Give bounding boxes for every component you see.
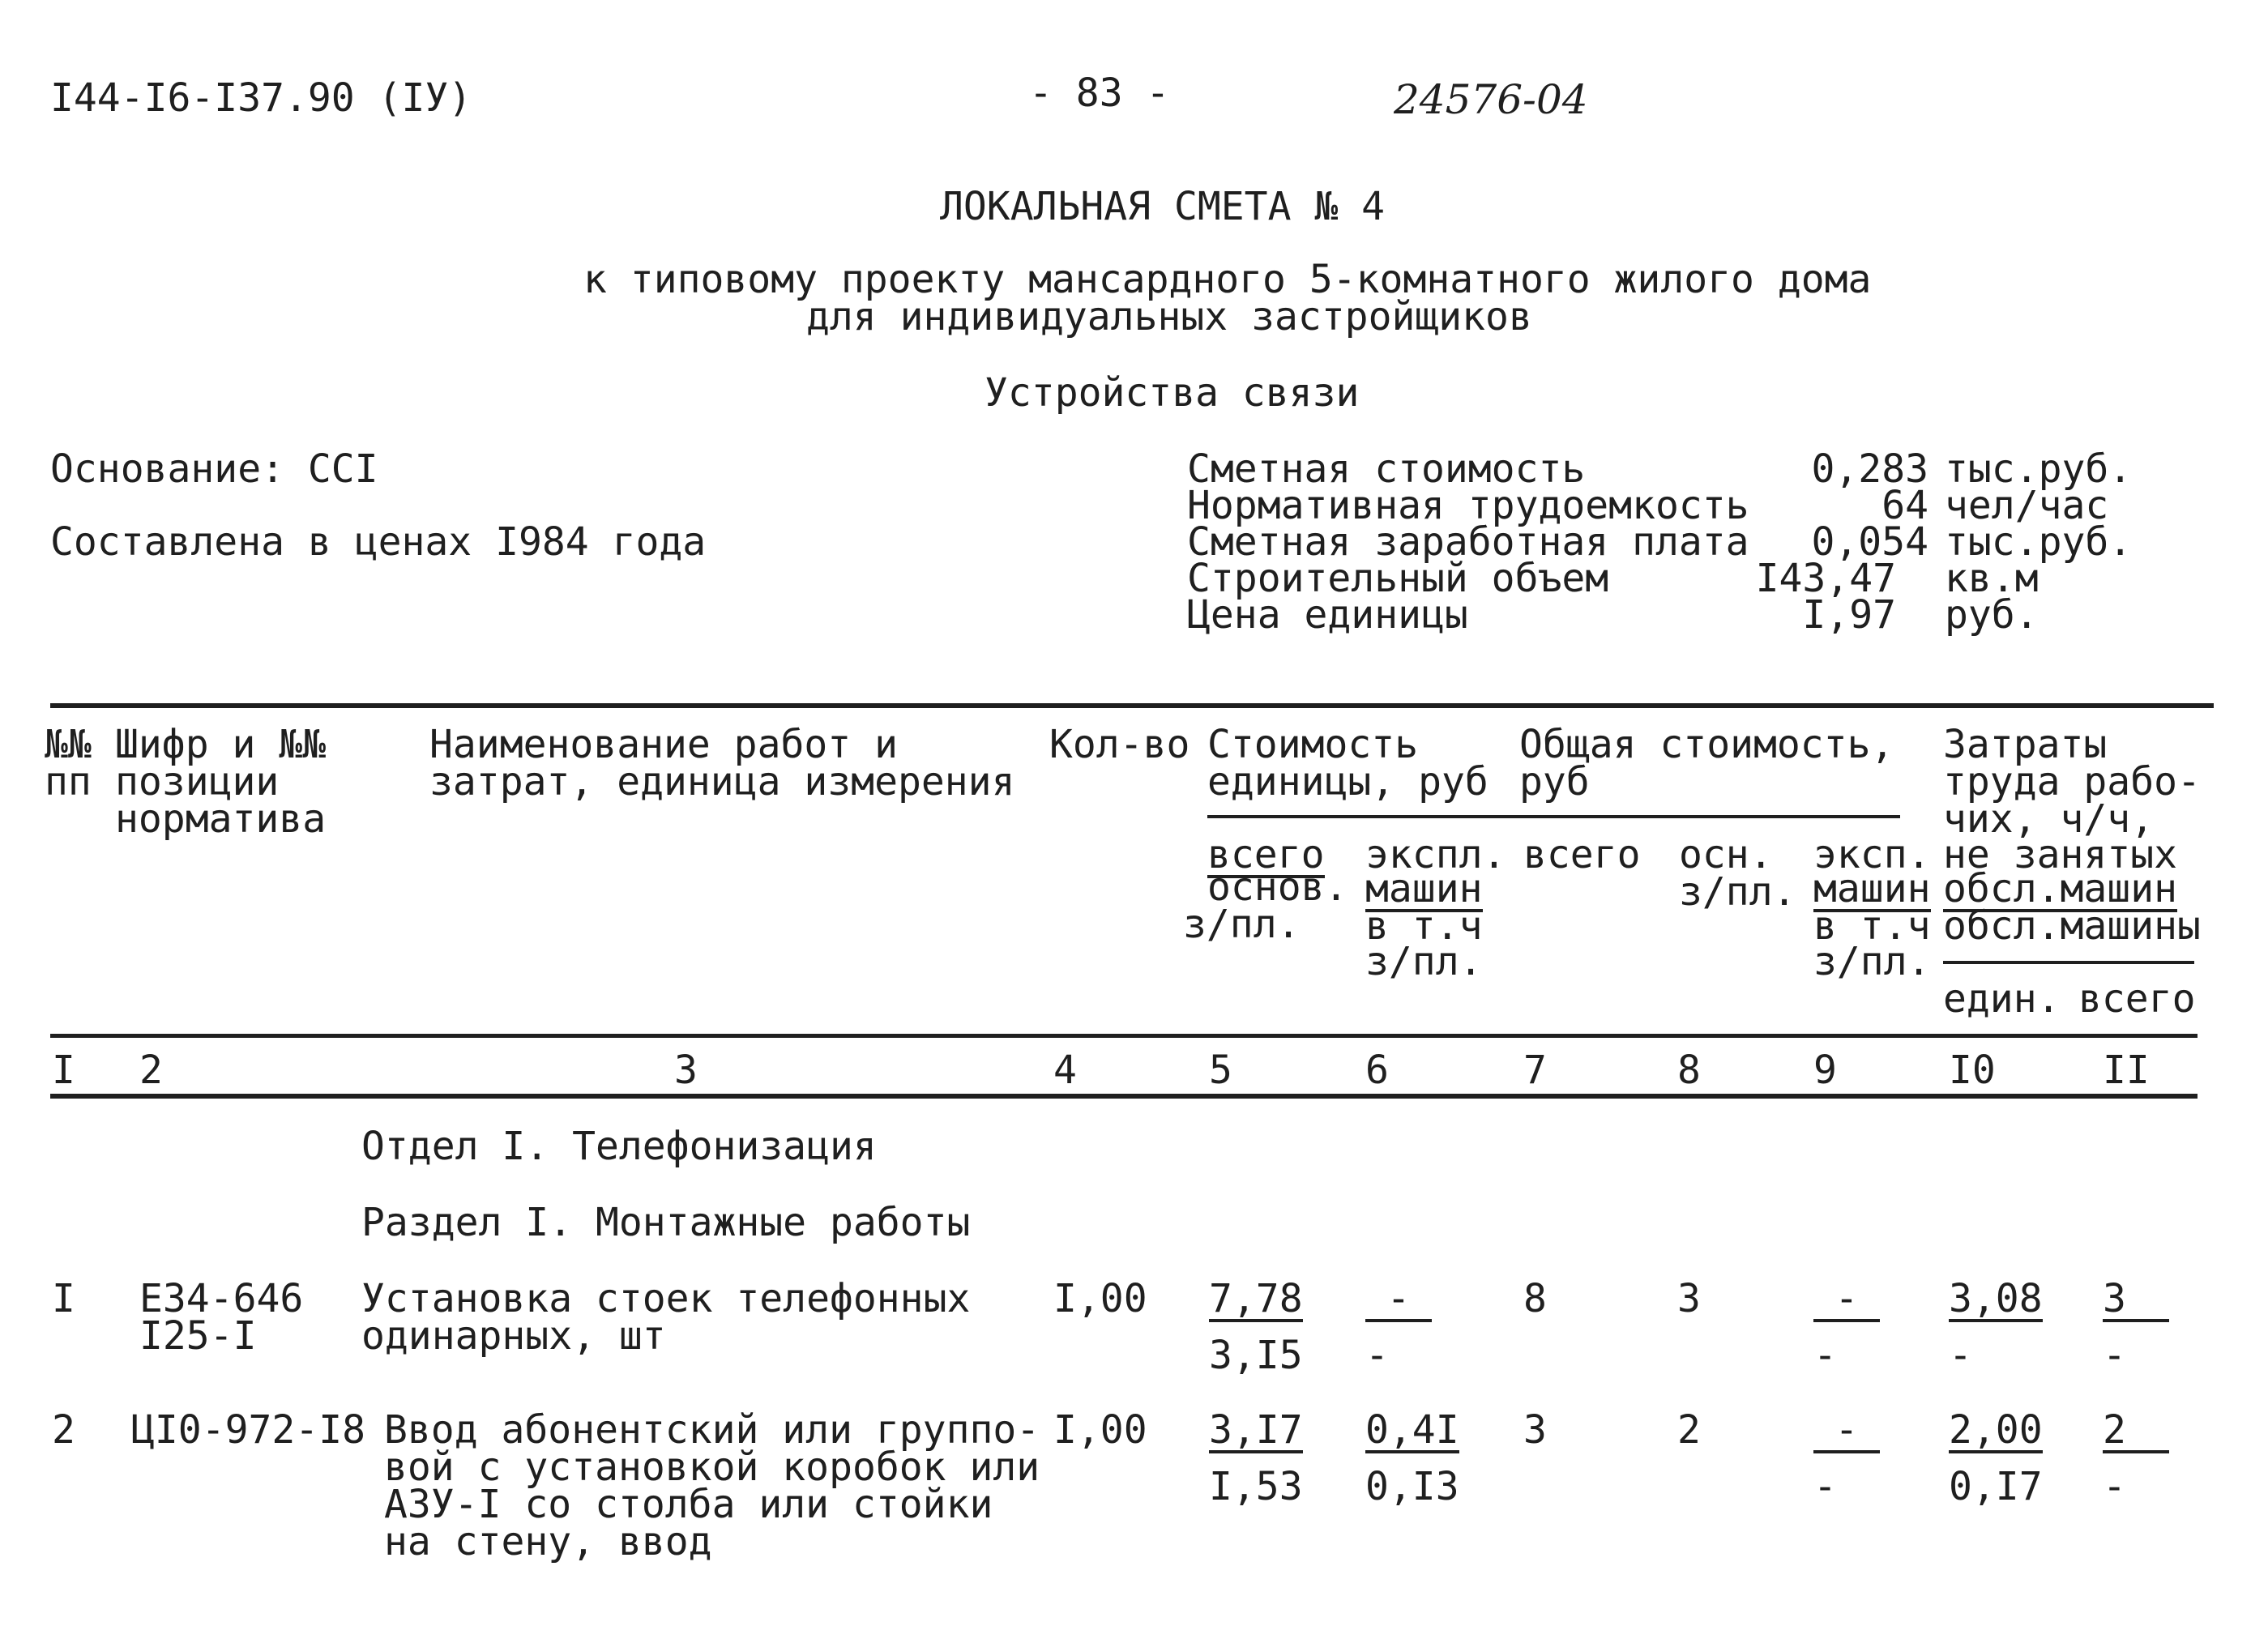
header-c9-bot: в т.ч [1813, 903, 1931, 949]
row-c11-bot: - [2103, 1464, 2126, 1509]
column-numbers-top-rule [50, 1034, 2198, 1038]
header-c6-bot: в т.ч [1365, 903, 1483, 949]
summary-label: Цена единицы [1187, 592, 1468, 638]
header-group-total-cost: Общая стоимость, руб [1519, 722, 1894, 804]
header-labor-a: не занятых [1943, 832, 2177, 877]
summary-value: 0,283 [1811, 446, 1928, 492]
summary-unit: тыс.руб. [1945, 446, 2133, 492]
row-c10-bot: - [1949, 1333, 1972, 1378]
header-c6-bot2: з/пл. [1365, 939, 1483, 984]
row-number: 2 [52, 1407, 75, 1453]
document-code: I44-I6-I37.90 (IУ) [50, 75, 472, 121]
column-number: II [2103, 1048, 2150, 1093]
header-subrule-costs [1207, 815, 1900, 818]
row-c10-top: 3,08 [1949, 1276, 2043, 1321]
handwritten-number: 24576-04 [1394, 76, 1588, 123]
column-number: 8 [1677, 1048, 1701, 1093]
estimate-subject: Устройства связи [985, 370, 1360, 416]
header-subrule-labor [1943, 961, 2194, 964]
row-c9-bot: - [1813, 1333, 1837, 1378]
summary-unit: руб. [1945, 592, 2039, 638]
section-otdel: Отдел I. Телефонизация [361, 1124, 877, 1169]
header-labor-b: обсл.машин [1943, 866, 2177, 911]
summary-value: I43,47 [1755, 556, 1896, 601]
row-code: ЦI0-972-I8 [131, 1407, 365, 1453]
row-c9-top: - [1813, 1280, 1880, 1322]
header-c5-mid: основ. [1207, 864, 1348, 910]
header-col-qty: Кол-во [1049, 722, 1190, 767]
column-numbers-bottom-rule [50, 1094, 2198, 1099]
header-c8: осн. з/пл. [1679, 832, 1796, 915]
summary-label: Сметная заработная плата [1187, 519, 1749, 565]
summary-unit: тыс.руб. [1945, 519, 2133, 565]
row-c6-bot: - [1365, 1333, 1389, 1378]
page-number: - 83 - [1029, 70, 1170, 116]
header-c9-mid: машин [1813, 866, 1931, 911]
estimate-subtitle-line1: к типовому проекту мансардного 5-комнатного жилого дома [583, 257, 1872, 302]
row-c11-top: 2 [2103, 1411, 2169, 1453]
summary-unit: кв.м [1945, 556, 2039, 601]
column-number: 4 [1053, 1048, 1077, 1093]
estimate-subtitle-line2: для индивидуальных застройщиков [806, 294, 1532, 339]
row-c5-bot: 3,I5 [1209, 1333, 1303, 1378]
column-number: I0 [1949, 1048, 1996, 1093]
header-col-number: №№ пп [45, 722, 92, 804]
header-labor-unit: един. [1943, 976, 2061, 1022]
header-c7: всего [1523, 832, 1641, 877]
header-group-labor: Затраты труда рабо- чих, ч/ч, [1943, 722, 2201, 842]
row-c6-top: - [1365, 1280, 1432, 1322]
row-name: Ввод абонентский или группо- вой с установкой коробок или АЗУ-I со столба или стойки на стену, ввод [384, 1407, 1040, 1564]
row-c7: 3 [1523, 1407, 1547, 1453]
header-c9-top: эксп. [1813, 832, 1931, 877]
section-razdel: Раздел I. Монтажные работы [361, 1200, 971, 1245]
header-col-name: Наименование работ и затрат, единица измерения [429, 722, 1015, 804]
row-c11-bot: - [2103, 1333, 2126, 1378]
row-c10-bot: 0,I7 [1949, 1464, 2043, 1509]
basis-line: Основание: ССI [50, 446, 378, 492]
column-number: 2 [139, 1048, 163, 1093]
price-base-line: Составлена в ценах I984 года [50, 519, 707, 565]
row-c6-bot: 0,I3 [1365, 1464, 1459, 1509]
header-c5-bot: з/пл. [1183, 902, 1301, 947]
header-c5-top: всего [1207, 832, 1325, 877]
row-c5-top: 7,78 [1209, 1276, 1303, 1321]
row-c5-top: 3,I7 [1209, 1407, 1303, 1453]
column-number: I [52, 1048, 75, 1093]
row-c6-top: 0,4I [1365, 1407, 1459, 1453]
header-c6-mid: машин [1365, 866, 1483, 911]
row-name: Установка стоек телефонных одинарных, шт [361, 1276, 971, 1359]
header-labor-c: обсл.машины [1943, 903, 2201, 949]
row-c11-top: 3 [2103, 1280, 2169, 1322]
summary-label: Сметная стоимость [1187, 446, 1586, 492]
row-qty: I,00 [1053, 1407, 1147, 1453]
header-c6-top: экспл. [1365, 832, 1506, 877]
summary-value: 64 [1881, 483, 1928, 528]
table-top-rule [50, 703, 2214, 708]
column-number: 7 [1523, 1048, 1547, 1093]
row-qty: I,00 [1053, 1276, 1147, 1321]
row-c10-top: 2,00 [1949, 1407, 2043, 1453]
header-labor-total: всего [2078, 976, 2196, 1022]
summary-label: Строительный объем [1187, 556, 1609, 601]
row-c8: 2 [1677, 1407, 1701, 1453]
summary-unit: чел/час [1945, 483, 2109, 528]
summary-value: I,97 [1802, 592, 1896, 638]
column-number: 3 [674, 1048, 698, 1093]
header-col-code: Шифр и №№ позиции норматива [115, 722, 327, 842]
header-group-unit-cost: Стоимость единицы, руб [1207, 722, 1489, 804]
row-c5-bot: I,53 [1209, 1464, 1303, 1509]
row-c9-top: - [1813, 1411, 1880, 1453]
row-c8: 3 [1677, 1276, 1701, 1321]
header-c9-bot2: з/пл. [1813, 939, 1931, 984]
summary-label: Нормативная трудоемкость [1187, 483, 1749, 528]
row-c7: 8 [1523, 1276, 1547, 1321]
estimate-title: ЛОКАЛЬНАЯ СМЕТА № 4 [940, 184, 1386, 229]
column-number: 5 [1209, 1048, 1232, 1093]
row-c9-bot: - [1813, 1464, 1837, 1509]
row-code: Е34-646 I25-I [139, 1276, 304, 1359]
summary-value: 0,054 [1811, 519, 1928, 565]
column-number: 6 [1365, 1048, 1389, 1093]
row-number: I [52, 1276, 75, 1321]
column-number: 9 [1813, 1048, 1837, 1093]
